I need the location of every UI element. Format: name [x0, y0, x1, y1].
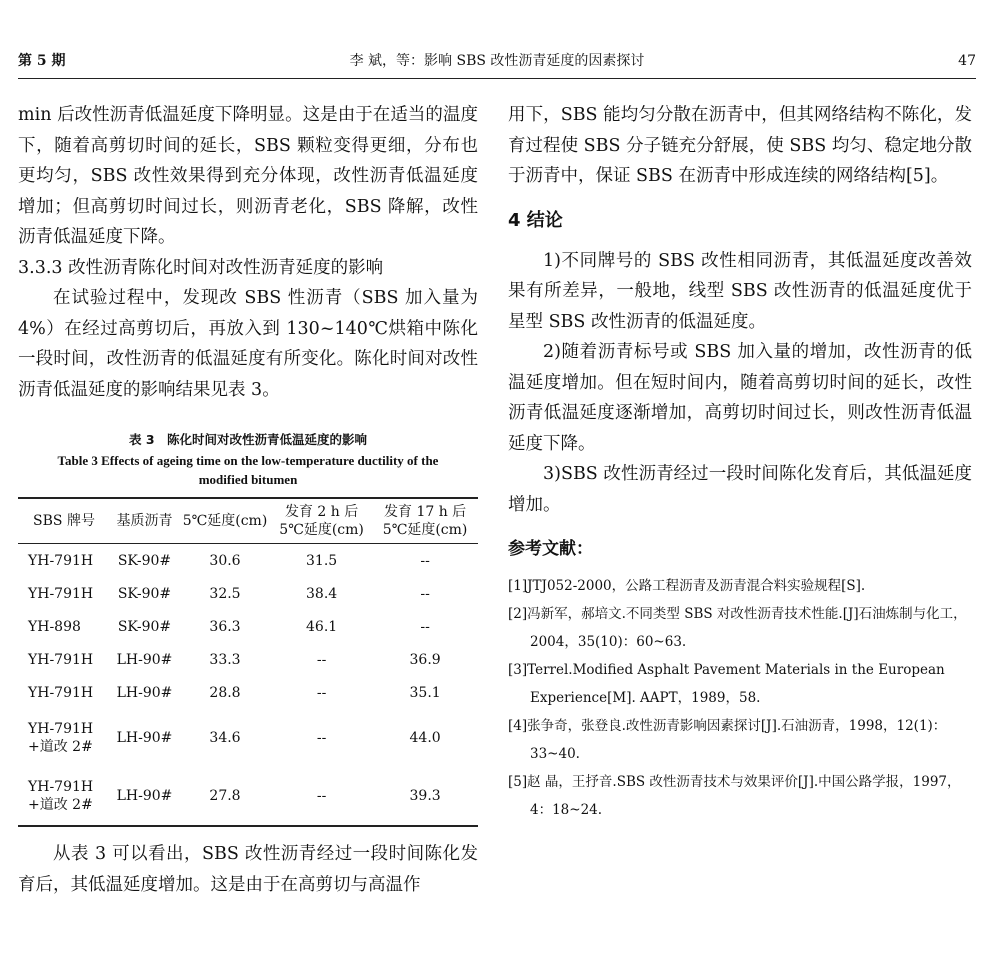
- reference-item: [4]张争奇，张登良.改性沥青影响因素探讨[J].石油沥青，1998，12(1)：33~40.: [508, 718, 947, 762]
- reference-item: [2]冯新军，郝培文.不同类型 SBS 对改性沥青技术性能.[J]石油炼制与化工，2004，35(10)：60~63.: [508, 606, 967, 650]
- cell-2h: --: [316, 684, 327, 701]
- cell-brand: YH-791H: [28, 651, 94, 668]
- cell-ductility: 34.6: [209, 730, 241, 746]
- cell-17h: 36.9: [409, 651, 441, 668]
- cell-2h: 38.4: [306, 585, 338, 602]
- cell-17h: --: [420, 552, 430, 569]
- left-paragraph-3: 从表 3 可以看出，SBS 改性沥青经过一段时间陈化发育后，其低温延度增加。这是由于在高剪切与高温作: [18, 844, 478, 895]
- cell-ductility: 36.3: [209, 618, 241, 635]
- reference-item: [5]赵 晶，王抒音.SBS 改性沥青技术与效果评价[J].中国公路学报，1997，4：18~24.: [508, 774, 961, 818]
- page-number: 47: [958, 53, 976, 69]
- table-row: [18, 709, 478, 767]
- table-row: [18, 577, 478, 610]
- page-header: [18, 50, 976, 72]
- header-rule: [18, 78, 976, 79]
- header-ductility: 5℃延度(cm): [179, 498, 271, 544]
- subsection-heading: 3.3.3 改性沥青陈化时间对改性沥青延度的影响: [18, 257, 384, 278]
- table-header-row: [18, 498, 478, 544]
- cell-brand: YH-791H +道改 2#: [28, 721, 94, 755]
- cell-brand: YH-791H: [28, 552, 94, 569]
- cell-ductility: 28.8: [209, 684, 241, 701]
- cell-brand: YH-791H: [28, 684, 94, 701]
- table-caption-en: Table 3 Effects of ageing time on the low-temperature ductility of the modified bitumen: [57, 453, 439, 487]
- header-base-bitumen: 基质沥青: [110, 498, 179, 544]
- cell-base: LH-90#: [116, 684, 173, 701]
- cell-base: SK-90#: [117, 552, 172, 569]
- cell-2h: 31.5: [306, 552, 338, 569]
- cell-base: SK-90#: [117, 618, 172, 635]
- cell-2h: --: [316, 730, 327, 746]
- issue-number: 第 5 期: [18, 53, 66, 69]
- references-list: [508, 572, 972, 824]
- left-paragraph-1: min 后改性沥青低温延度下降明显。这是由于在适当的温度下，随着高剪切时间的延长，SBS 颗粒变得更细，分布也更均匀，SBS 改性效果得到充分体现，改性沥青低温延度增加；但高剪切时间过长，则沥青老化，SBS 降解，改性沥青低温延度下降。: [18, 105, 478, 247]
- cell-base: LH-90#: [116, 730, 173, 746]
- table-row: [18, 676, 478, 709]
- cell-brand: YH-791H +道改 2#: [28, 779, 94, 813]
- cell-ductility: 30.6: [209, 552, 241, 569]
- right-column: [508, 100, 972, 824]
- table-row: [18, 643, 478, 676]
- table-row: [18, 544, 478, 578]
- header-ductility-2h: 发育 2 h 后 5℃延度(cm): [271, 498, 372, 544]
- cell-17h: 44.0: [409, 730, 441, 746]
- reference-item: [1]JTJ052-2000，公路工程沥青及沥青混合料实验规程[S].: [508, 578, 866, 594]
- cell-ductility: 33.3: [209, 651, 241, 668]
- left-paragraph-2: 在试验过程中，发现改 SBS 性沥青（SBS 加入量为 4%）在经过高剪切后，再放入到 130~140℃烘箱中陈化一段时间，改性沥青的低温延度有所变化。陈化时间对改性沥青低温延度的影响结果见表 3。: [18, 288, 478, 400]
- cell-17h: --: [420, 585, 430, 602]
- data-table: [18, 497, 478, 827]
- cell-ductility: 32.5: [209, 585, 241, 602]
- cell-base: SK-90#: [117, 585, 172, 602]
- cell-brand: YH-898: [28, 618, 81, 635]
- reference-item: [3]Terrel.Modified Asphalt Pavement Materials in the European Experience[M]. AAPT，1989，58.: [508, 662, 945, 706]
- cell-17h: 35.1: [409, 684, 441, 701]
- left-column: [18, 100, 478, 900]
- cell-17h: --: [420, 618, 430, 635]
- conclusion-3: 3)SBS 改性沥青经过一段时间陈化发育后，其低温延度增加。: [508, 464, 972, 515]
- table-row: [18, 610, 478, 643]
- conclusion-1: 1)不同牌号的 SBS 改性相同沥青，其低温延度改善效果有所差异，一般地，线型 SBS 改性沥青的低温延度优于星型 SBS 改性沥青的低温延度。: [508, 250, 972, 332]
- cell-ductility: 27.8: [209, 788, 241, 804]
- cell-2h: --: [316, 788, 327, 804]
- cell-2h: 46.1: [306, 618, 338, 635]
- table-row: [18, 767, 478, 826]
- header-sbs-brand: SBS 牌号: [18, 498, 110, 544]
- section-heading-conclusion: 4 结论: [508, 209, 563, 231]
- references-heading: 参考文献：: [508, 539, 593, 559]
- conclusion-2: 2)随着沥青标号或 SBS 加入量的增加，改性沥青的低温延度增加。但在短时间内，随着高剪切时间的延长，改性沥青低温延度逐渐增加，高剪切时间过长，则改性沥青低温延度下降。: [508, 342, 972, 454]
- table-caption-cn: 表 3 陈化时间对改性沥青低温延度的影响: [128, 432, 368, 447]
- cell-base: LH-90#: [116, 651, 173, 668]
- running-title: 李 斌，等：影响 SBS 改性沥青延度的因素探讨: [349, 53, 645, 69]
- right-paragraph-1: 用下，SBS 能均匀分散在沥青中，但其网络结构不陈化，发育过程使 SBS 分子链充分舒展，使 SBS 均匀、稳定地分散于沥青中，保证 SBS 在沥青中形成连续的网络结构[5]。: [508, 105, 972, 186]
- header-ductility-17h: 发育 17 h 后 5℃延度(cm): [372, 498, 478, 544]
- cell-2h: --: [316, 651, 327, 668]
- cell-17h: 39.3: [409, 788, 441, 804]
- cell-brand: YH-791H: [28, 585, 94, 602]
- cell-base: LH-90#: [116, 788, 173, 804]
